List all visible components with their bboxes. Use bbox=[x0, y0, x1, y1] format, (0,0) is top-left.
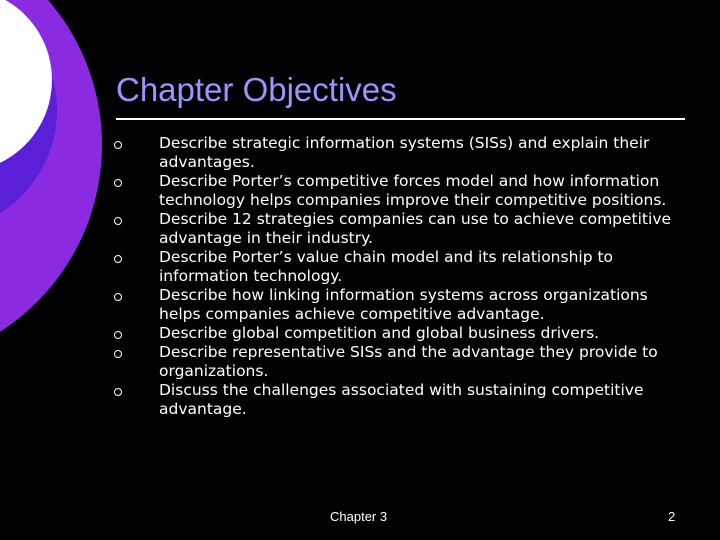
objectives-list bbox=[114, 134, 684, 419]
title-underline bbox=[116, 118, 685, 120]
page-number: 2 bbox=[668, 509, 676, 524]
bullet-text: Describe global competition and global business drivers. bbox=[159, 324, 600, 342]
list-item bbox=[114, 286, 684, 324]
list-item bbox=[114, 381, 684, 419]
bullet-text: Describe strategic information systems (SISs) and explain their advantages. bbox=[159, 134, 650, 171]
hollow-circle-icon bbox=[114, 293, 122, 301]
list-item bbox=[114, 210, 684, 248]
bullet-text: Discuss the challenges associated with sustaining competitive advantage. bbox=[159, 381, 644, 418]
footer-chapter-label: Chapter 3 bbox=[330, 509, 388, 524]
bullet-text: Describe 12 strategies companies can use to achieve competitive advantage in their industry. bbox=[159, 210, 672, 247]
hollow-circle-icon bbox=[114, 331, 122, 339]
list-item bbox=[114, 343, 684, 381]
list-item bbox=[114, 172, 684, 210]
bullet-text: Describe Porter’s value chain model and its relationship to information technology. bbox=[159, 248, 614, 285]
hollow-circle-icon bbox=[114, 388, 122, 396]
bullet-text: Describe Porter’s competitive forces model and how information technology helps companies improve their competitive positions. bbox=[159, 172, 667, 209]
hollow-circle-icon bbox=[114, 179, 122, 187]
list-item bbox=[114, 248, 684, 286]
hollow-circle-icon bbox=[114, 255, 122, 263]
bullet-text: Describe representative SISs and the advantage they provide to organizations. bbox=[159, 343, 658, 380]
slide-title: Chapter Objectives bbox=[116, 71, 397, 108]
bullet-text: Describe how linking information systems across organizations helps companies achieve competitive advantage. bbox=[159, 286, 648, 323]
hollow-circle-icon bbox=[114, 141, 122, 149]
list-item bbox=[114, 324, 684, 343]
hollow-circle-icon bbox=[114, 217, 122, 225]
list-item bbox=[114, 134, 684, 172]
hollow-circle-icon bbox=[114, 350, 122, 358]
